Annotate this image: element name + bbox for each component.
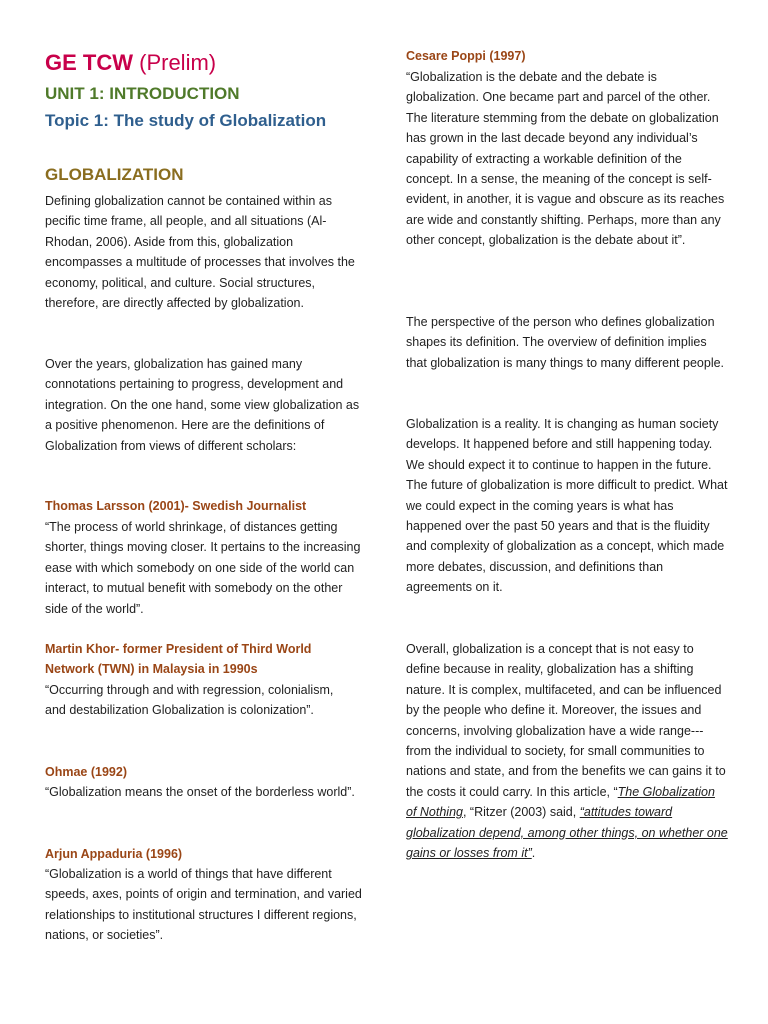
poppi-quote: “Globalization is the debate and the debate is globalization. One became part and parcel of the other. The literature stemming from the debate on globalization has grown in the last decade beyond any individual’s capability of extracting a workable definition of the concept. In a sense, the meaning of the concept is self-evident, in another, it is vague and obscure as its reaches are wide and constantly shifting. Perhaps, more than any other concept, globalization is the debate about it”. (406, 70, 725, 248)
course-code: GE TCW (45, 50, 133, 75)
perspective-paragraph: The perspective of the person who defines globalization shapes its definition. The overview of definition implies that globalization is many things to many different people. (406, 315, 725, 370)
khor-quote: “Occurring through and with regression, colonialism, and destabilization Globalization is colonization”. (45, 683, 334, 718)
ohmae-name: Ohmae (1992) (45, 765, 127, 779)
larsson-name: Thomas Larsson (2001)- Swedish Journalist (45, 499, 307, 513)
intro-paragraph: Defining globalization cannot be contained within as pecific time frame, all people, and all situations (Al-Rhodan, 2006). Aside from this, globalization encompasses a multitude of processes that involves the economy, political, and culture. Social structures, therefore, are directly affected by globalization. (45, 194, 355, 311)
reality-paragraph: Globalization is a reality. It is changing as human society develops. It happened before and still happening today. We should expect it to continue to happen in the future. The future of globalization is more difficult to predict. What we could expect in the coming years is what has happened over the past 50 years and that is the fluidity and complexity of globalization as a concept, which made more debates, discussion, and definitions than agreements on it. (406, 417, 728, 595)
years-paragraph: Over the years, globalization has gained many connotations pertaining to progress, development and integration. On the one hand, some view globalization as a positive phenomenon. Here are the definitions of Globalization from views of different scholars: (45, 357, 360, 453)
appadurai-quote: “Globalization is a world of things that have different speeds, axes, points of origin and termination, and varied relationships to institutional structures I different regions, nations, or societies”. (45, 867, 362, 943)
appadurai-name: Arjun Appaduria (1996) (45, 847, 183, 861)
ritzer-quote: “attitudes toward globalization depend, among other things, on whether one gains or losses from it” (406, 805, 728, 861)
course-note: (Prelim) (139, 50, 217, 75)
unit-heading: UNIT 1: INTRODUCTION (45, 84, 240, 103)
article-title: The Globalization of Nothing (406, 784, 715, 820)
ohmae-quote: “Globalization means the onset of the borderless world”. (45, 785, 355, 799)
poppi-name: Cesare Poppi (1997) (406, 49, 526, 63)
overall-paragraph (406, 639, 728, 863)
topic-heading: Topic 1: The study of Globalization (45, 111, 327, 130)
paragraph-ending: . (531, 846, 536, 861)
khor-name: Martin Khor- former President of Third World Network (TWN) in Malaysia in 1990s (45, 642, 312, 677)
ritzer-mid: , “Ritzer (2003) said, (462, 805, 580, 820)
larsson-quote: “The process of world shrinkage, of distances getting shorter, things moving closer. It pertains to the increasing ease with which somebody on one side of the world can interact, to mutual benefit with somebody on the other side of the world”. (45, 520, 361, 616)
document-title (45, 49, 216, 77)
section-heading: GLOBALIZATION (45, 165, 184, 184)
overall-text: Overall, globalization is a concept that is not easy to define because in reality, globalization has a shifting nature. It is complex, multifaceted, and can be influenced by the people who define it. Moreover, the issues and concerns, involving globalization have a wide range--- from the individual to society, for small communities to nations and state, and from the benefits we can gains it to the costs it could carry. In this article, “ (406, 642, 726, 799)
